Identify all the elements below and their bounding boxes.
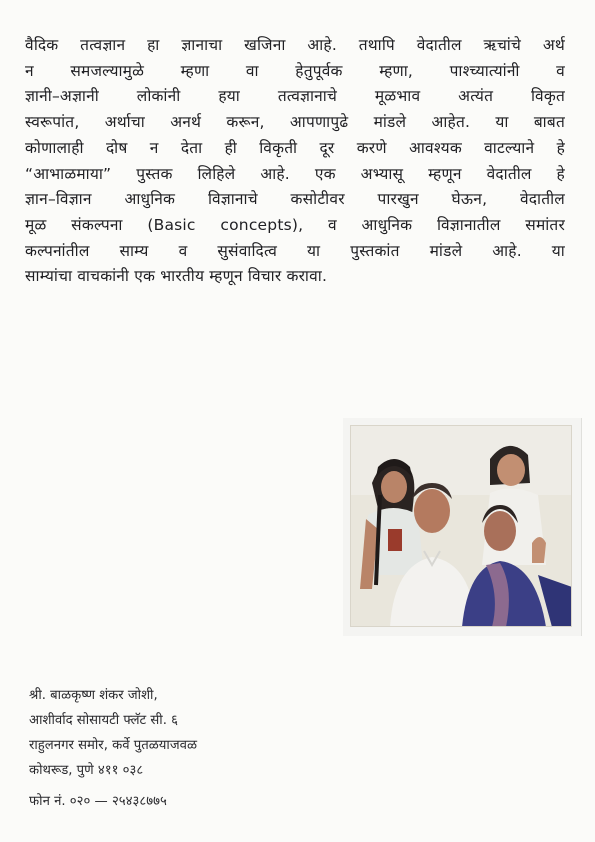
phone-number: फोन नं. ०२० — २५४३८७७५ (29, 794, 167, 809)
paragraph-line: ज्ञान–विज्ञान आधुनिक विज्ञानाचे कसोटीवर पारखुन घेऊन, वेदातील (25, 190, 565, 209)
author-note-paragraph (25, 33, 565, 290)
family-photo (350, 425, 572, 627)
address-line: आशीर्वाद सोसायटी फ्लॅट सी. ६ (29, 713, 178, 728)
paragraph-line: साम्यांचा वाचकांनी एक भारतीय म्हणून विचार करावा. (25, 267, 328, 286)
author-name: श्री. बाळकृष्ण शंकर जोशी, (29, 688, 158, 703)
paragraph-line: कल्पनांतील साम्य व सुसंवादित्व या पुस्तकांत मांडले आहे. या (25, 241, 565, 260)
paragraph-line: ज्ञानी–अज्ञानी लोकांनी हया तत्वज्ञानाचे मूळभाव अत्यंत विकृत (25, 87, 565, 106)
paragraph-line: न समजल्यामुळे म्हणा वा हेतुपूर्वक म्हणा, पाश्च्यात्यांनी व (25, 61, 565, 80)
paragraph-line: कोणालाही दोष न देता ही विकृती दूर करणे आवश्यक वाटल्याने हे (25, 138, 565, 157)
paragraph-line: “आभाळमाया” पुस्तक लिहिले आहे. एक अभ्यासू म्हणून वेदातील हे (25, 164, 565, 183)
author-address-block (29, 683, 329, 814)
address-line: कोथरूड, पुणे ४११ ०३८ (29, 763, 144, 778)
paragraph-line: स्वरूपांत, अर्थाचा अनर्थ करून, आपणापुढे मांडले आहेत. या बाबत (25, 113, 565, 132)
address-line: राहुलनगर समोर, कर्वे पुतळयाजवळ (29, 738, 197, 753)
paragraph-line: मूळ संकल्पना (Basic concepts), व आधुनिक विज्ञानातील समांतर (25, 215, 565, 234)
paragraph-line: वैदिक तत्वज्ञान हा ज्ञानाचा खजिना आहे. तथापि वेदातील ऋचांचे अर्थ (25, 36, 565, 54)
